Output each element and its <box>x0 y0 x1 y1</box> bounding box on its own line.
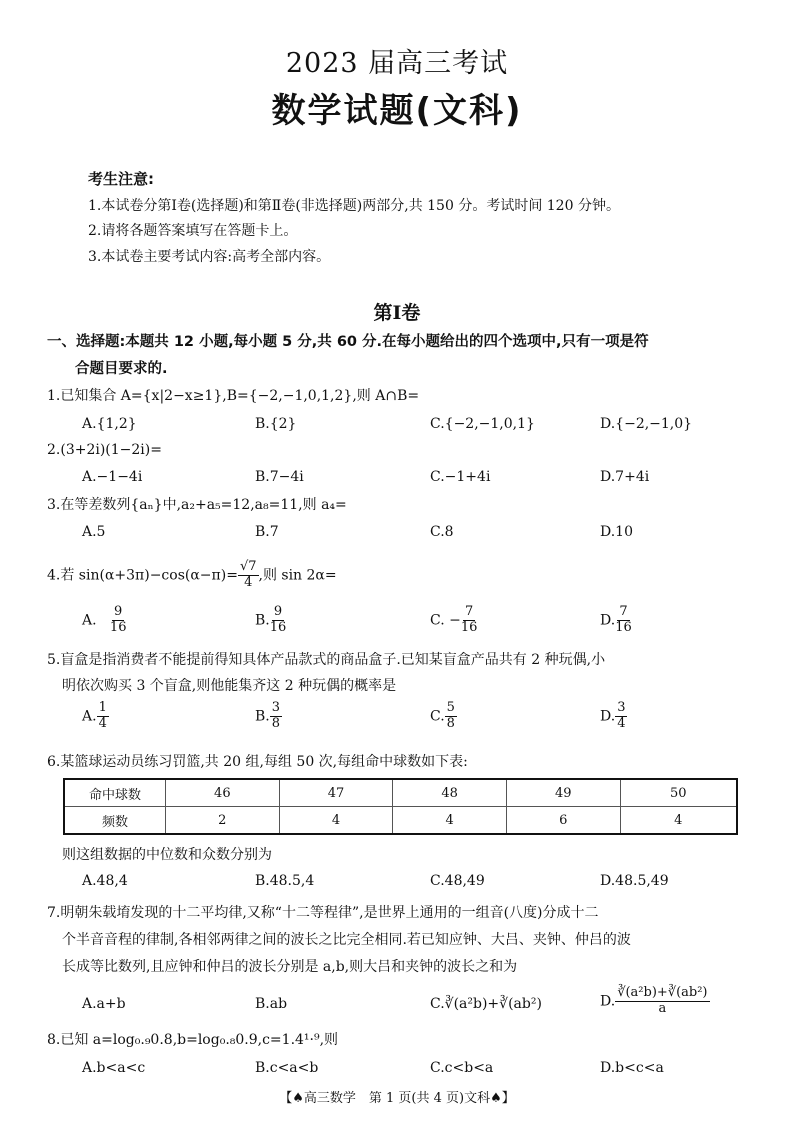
denominator: 8 <box>446 715 455 731</box>
section-instruction-cont: 合题目要求的. <box>75 361 168 377</box>
numerator: 5 <box>446 700 455 715</box>
denominator: 4 <box>244 574 253 590</box>
q4-option-a <box>82 605 126 636</box>
option-label: A. <box>82 612 97 629</box>
q4-option-b <box>255 605 286 636</box>
numerator: 9 <box>273 604 283 619</box>
numerator: 3 <box>271 700 281 715</box>
table-header-cell: 频数 <box>64 807 166 835</box>
question-6-stem: 6.某篮球运动员练习罚篮,共 20 组,每组 50 次,每组命中球数如下表: <box>47 754 468 770</box>
fraction <box>615 986 709 1017</box>
q8-option-b: B.c<a<b <box>255 1060 319 1076</box>
q6-option-a: A.48,4 <box>82 873 128 889</box>
option-label: A. <box>82 708 97 725</box>
question-2-stem: 2.(3+2i)(1−2i)= <box>47 442 162 458</box>
fraction <box>615 701 627 732</box>
notice-heading: 考生注意: <box>88 170 154 188</box>
question-3-stem: 3.在等差数列{aₙ}中,a₂+a₅=12,a₈=11,则 a₄= <box>47 497 347 513</box>
q6-option-c: C.48,49 <box>430 873 485 889</box>
q5-option-a <box>82 701 109 732</box>
numerator: 7 <box>464 604 474 619</box>
q4-stem-text: 4.若 sin(α+3π)−cos(α−π)= <box>47 567 238 584</box>
numerator: 9 <box>114 604 123 619</box>
table-cell: 6 <box>506 807 620 835</box>
q2-option-d: D.7+4i <box>600 469 650 485</box>
notice-item: 1.本试卷分第Ⅰ卷(选择题)和第Ⅱ卷(非选择题)两部分,共 150 分。考试时间 120 分钟。 <box>88 198 620 214</box>
denominator: 16 <box>460 619 478 635</box>
q7-option-d <box>600 986 710 1017</box>
question-1-stem: 1.已知集合 A={x|2−x≥1},B={−2,−1,0,1,2},则 A∩B= <box>47 388 420 404</box>
question-5-stem: 5.盲盒是指消费者不能提前得知具体产品款式的商品盒子.已知某盲盒产品共有 2 种玩偶,小 <box>47 652 606 668</box>
numerator: ∛(a²b)+∛(ab²) <box>617 985 708 1000</box>
q3-option-c: C.8 <box>430 524 454 540</box>
table-row <box>64 807 737 835</box>
table-cell: 47 <box>279 779 393 807</box>
denominator: 16 <box>615 619 632 635</box>
denominator: 4 <box>617 715 626 731</box>
fraction <box>270 605 287 636</box>
table-cell: 48 <box>393 779 507 807</box>
table-cell: 49 <box>506 779 620 807</box>
hit-frequency-table <box>63 778 738 835</box>
notice-item: 2.请将各题答案填写在答题卡上。 <box>88 223 298 239</box>
notice-item: 3.本试卷主要考试内容:高考全部内容。 <box>88 249 331 265</box>
fraction <box>270 701 282 732</box>
question-7-stem-cont: 个半音音程的律制,各相邻两律之间的波长之比完全相同.若已知应钟、大吕、夹钟、仲吕的波 <box>62 932 631 948</box>
table-cell: 4 <box>393 807 507 835</box>
question-7-stem: 7.明朝朱载堉发现的十二平均律,又称“十二等程律”,是世界上通用的一组音(八度)分成十二 <box>47 905 599 921</box>
question-8-stem: 8.已知 a=log₀.₉0.8,b=log₀.₈0.9,c=1.4¹·⁹,则 <box>47 1032 339 1048</box>
question-7-stem-cont: 长成等比数列,且应钟和仲吕的波长分别是 a,b,则大吕和夹钟的波长之和为 <box>62 959 518 975</box>
numerator: 1 <box>98 700 107 715</box>
option-label: D. <box>600 612 616 629</box>
q5-option-c <box>430 701 457 732</box>
q1-option-a: A.{1,2} <box>82 416 137 432</box>
table-cell: 4 <box>279 807 393 835</box>
denominator: 16 <box>109 619 127 635</box>
option-label: B. <box>255 612 270 629</box>
section-title: 第Ⅰ卷 <box>373 302 421 324</box>
denominator: 8 <box>271 715 281 731</box>
fraction <box>615 605 632 636</box>
question-4-stem <box>47 560 337 591</box>
numerator: 3 <box>617 700 626 715</box>
q3-option-a: A.5 <box>82 524 106 540</box>
table-cell: 4 <box>620 807 737 835</box>
q6-option-b: B.48.5,4 <box>255 873 315 889</box>
q8-option-c: C.c<b<a <box>430 1060 494 1076</box>
q1-option-b: B.{2} <box>255 416 297 432</box>
fraction <box>461 605 478 636</box>
table-cell: 50 <box>620 779 737 807</box>
question-6-ask: 则这组数据的中位数和众数分别为 <box>62 847 272 863</box>
fraction <box>445 701 457 732</box>
exam-title: 2023 届高三考试 <box>285 48 509 79</box>
table-header-cell: 命中球数 <box>64 779 166 807</box>
q4-option-c <box>430 605 477 636</box>
question-5-stem-cont: 明依次购买 3 个盲盒,则他能集齐这 2 种玩偶的概率是 <box>62 678 397 694</box>
q1-option-c: C.{−2,−1,0,1} <box>430 416 535 432</box>
q3-option-d: D.10 <box>600 524 633 540</box>
table-cell: 46 <box>166 779 280 807</box>
table-cell: 2 <box>166 807 280 835</box>
option-label: D. <box>600 708 616 725</box>
fraction <box>110 605 127 636</box>
q2-option-c: C.−1+4i <box>430 469 491 485</box>
q2-option-b: B.7−4i <box>255 469 304 485</box>
option-label: C. <box>430 612 445 629</box>
option-label: C. <box>430 708 445 725</box>
q6-option-d: D.48.5,49 <box>600 873 669 889</box>
q7-option-c: C.∛(a²b)+∛(ab²) <box>430 996 542 1012</box>
q8-option-a: A.b<a<c <box>82 1060 146 1076</box>
q3-option-b: B.7 <box>255 524 279 540</box>
q7-option-b: B.ab <box>255 996 288 1012</box>
q7-option-a: A.a+b <box>82 996 126 1012</box>
denominator: 16 <box>269 619 287 635</box>
option-label: B. <box>255 708 270 725</box>
numerator: √7 <box>239 559 257 574</box>
q2-option-a: A.−1−4i <box>82 469 143 485</box>
exam-subject-title: 数学试题(文科) <box>271 91 523 131</box>
q5-option-d <box>600 701 627 732</box>
table-row <box>64 779 737 807</box>
denominator: a <box>658 1000 667 1016</box>
q4-option-d <box>600 605 632 636</box>
q1-option-d: D.{−2,−1,0} <box>600 416 693 432</box>
page-footer: 【♠高三数学 第 1 页(共 4 页)文科♠】 <box>279 1091 515 1106</box>
minus-sign: − <box>449 612 461 629</box>
q4-stem-text: ,则 sin 2α= <box>258 567 337 584</box>
fraction <box>238 560 259 591</box>
q8-option-d: D.b<c<a <box>600 1060 664 1076</box>
fraction <box>97 701 109 732</box>
numerator: 7 <box>619 604 628 619</box>
option-label: D. <box>600 993 616 1010</box>
denominator: 4 <box>98 715 107 731</box>
section-instruction: 一、选择题:本题共 12 小题,每小题 5 分,共 60 分.在每小题给出的四个选项中,只有一项是符 <box>47 334 649 350</box>
q5-option-b <box>255 701 282 732</box>
